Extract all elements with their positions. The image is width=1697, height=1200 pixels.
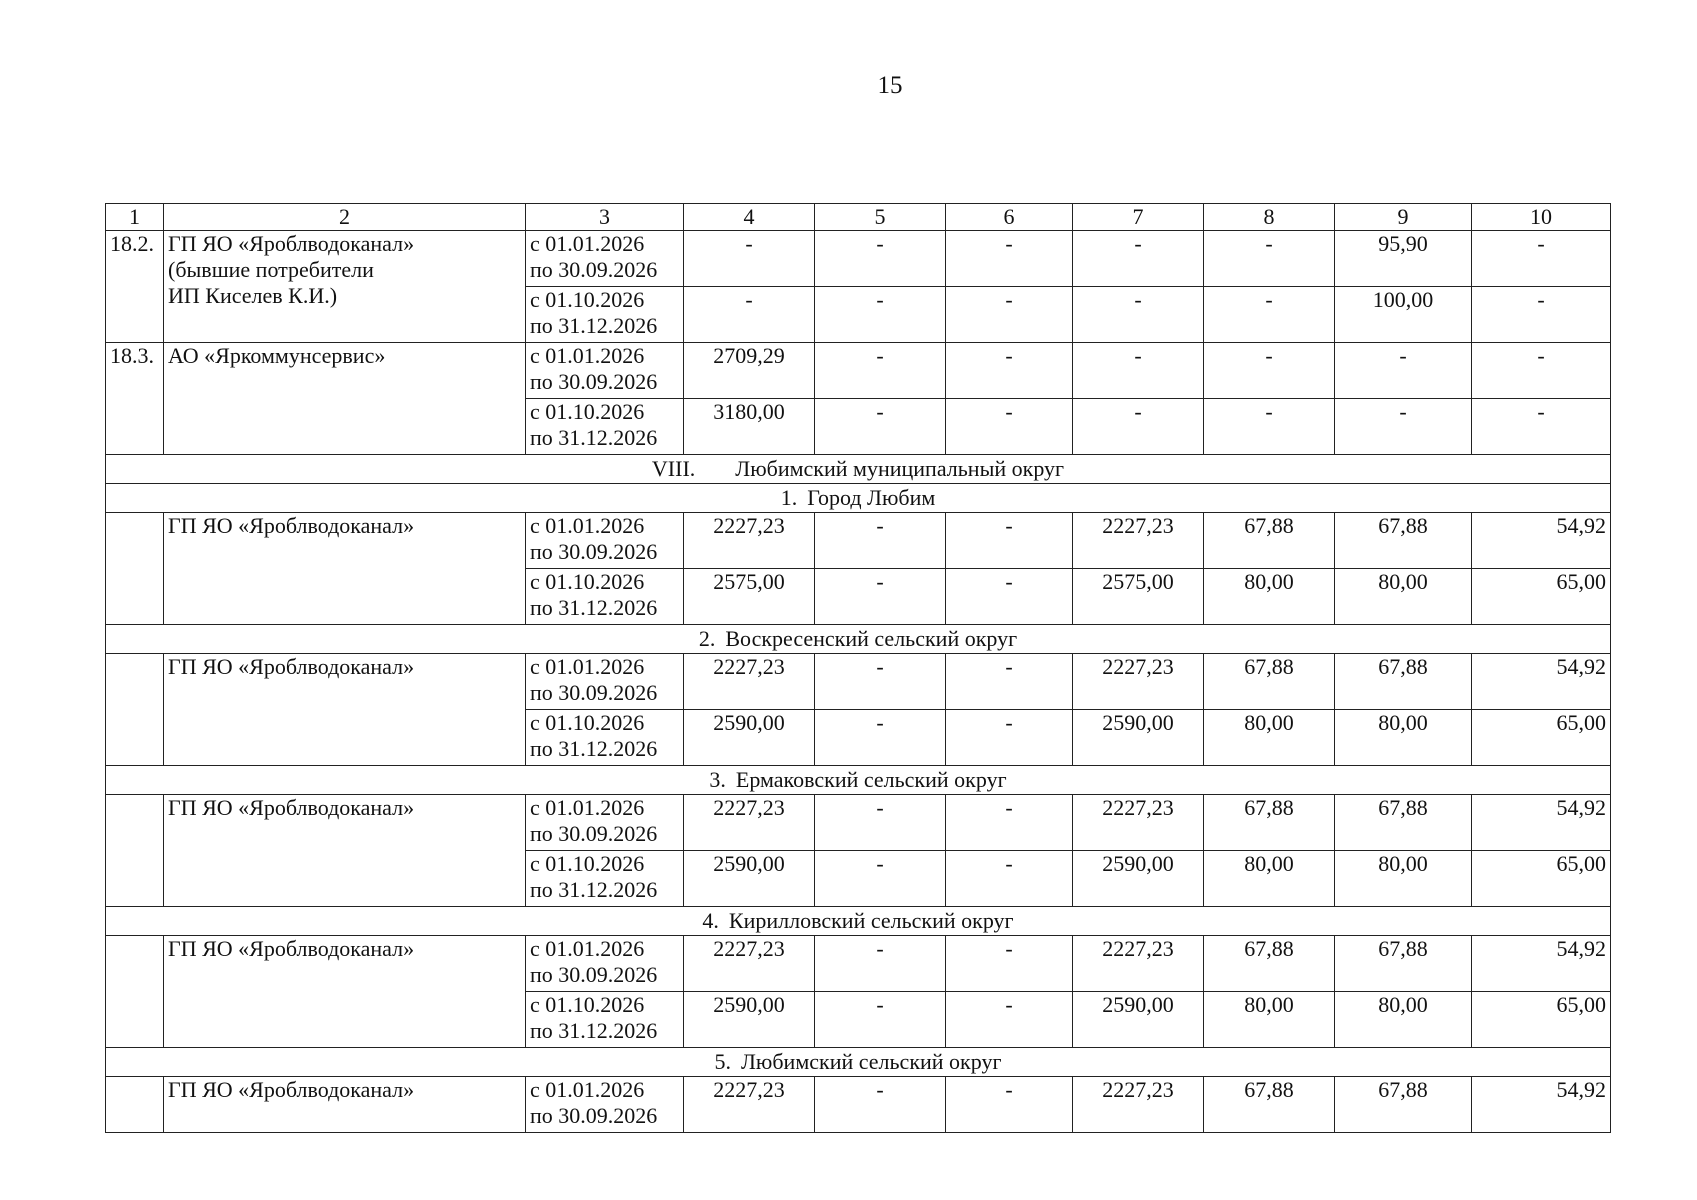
value-cell: 2227,23 xyxy=(684,513,815,569)
period-to: по 30.09.2026 xyxy=(530,821,658,846)
value-cell: - xyxy=(815,287,946,343)
value-cell: 54,92 xyxy=(1472,654,1611,710)
value-cell: - xyxy=(815,936,946,992)
header-cell: 2 xyxy=(164,204,526,231)
district-number: 5. xyxy=(714,1049,731,1074)
district-name: Кирилловский сельский округ xyxy=(728,908,1014,933)
value-cell: 80,00 xyxy=(1204,710,1335,766)
header-cell: 3 xyxy=(526,204,684,231)
value-cell: - xyxy=(684,287,815,343)
value-cell: - xyxy=(684,231,815,287)
org-name-line: (бывшие потребители xyxy=(168,257,374,282)
value-cell: - xyxy=(946,992,1073,1048)
org-name-line: ГП ЯО «Яроблводоканал» xyxy=(168,231,415,256)
value-cell: 100,00 xyxy=(1335,287,1472,343)
org-name-line: ИП Киселев К.И.) xyxy=(168,283,338,308)
value-cell: - xyxy=(1472,287,1611,343)
district-number: 3. xyxy=(709,767,726,792)
period-from: с 01.01.2026 xyxy=(530,795,645,820)
table-row xyxy=(106,795,1611,851)
district-title xyxy=(106,766,1611,795)
header-cell: 6 xyxy=(946,204,1073,231)
page-number: 15 xyxy=(877,72,903,99)
section-title xyxy=(106,455,1611,484)
value-cell: 95,90 xyxy=(1335,231,1472,287)
value-cell: 2590,00 xyxy=(1073,710,1204,766)
period-cell xyxy=(526,1077,684,1133)
value-cell: - xyxy=(815,569,946,625)
district-title xyxy=(106,1048,1611,1077)
district-name: Воскресенский сельский округ xyxy=(725,626,1018,651)
org-name: ГП ЯО «Яроблводоканал» xyxy=(164,513,526,625)
value-cell: 80,00 xyxy=(1335,569,1472,625)
period-from: с 01.01.2026 xyxy=(530,513,645,538)
value-cell: 54,92 xyxy=(1472,513,1611,569)
value-cell: 67,88 xyxy=(1204,936,1335,992)
value-cell: 2227,23 xyxy=(1073,795,1204,851)
value-cell: 2590,00 xyxy=(684,851,815,907)
value-cell: - xyxy=(815,513,946,569)
district-title xyxy=(106,625,1611,654)
header-cell: 4 xyxy=(684,204,815,231)
period-from: с 01.10.2026 xyxy=(530,992,645,1017)
table-row xyxy=(106,654,1611,710)
district-row xyxy=(106,625,1611,654)
value-cell: 80,00 xyxy=(1204,851,1335,907)
value-cell: - xyxy=(1335,343,1472,399)
row-index xyxy=(106,936,164,1048)
value-cell: 2227,23 xyxy=(1073,936,1204,992)
period-cell xyxy=(526,399,684,455)
value-cell: - xyxy=(946,1077,1073,1133)
value-cell: 54,92 xyxy=(1472,1077,1611,1133)
period-to: по 30.09.2026 xyxy=(530,1103,658,1128)
value-cell: - xyxy=(1472,399,1611,455)
value-cell: 2590,00 xyxy=(1073,851,1204,907)
district-row xyxy=(106,484,1611,513)
period-to: по 30.09.2026 xyxy=(530,962,658,987)
value-cell: - xyxy=(1204,287,1335,343)
period-from: с 01.10.2026 xyxy=(530,710,645,735)
header-cell: 5 xyxy=(815,204,946,231)
value-cell: - xyxy=(1073,343,1204,399)
value-cell: 2227,23 xyxy=(684,1077,815,1133)
value-cell: - xyxy=(946,710,1073,766)
period-to: по 31.12.2026 xyxy=(530,425,658,450)
value-cell: - xyxy=(946,513,1073,569)
header-cell: 9 xyxy=(1335,204,1472,231)
row-index xyxy=(106,1077,164,1133)
value-cell: 65,00 xyxy=(1472,992,1611,1048)
period-cell xyxy=(526,569,684,625)
table-row xyxy=(106,1077,1611,1133)
org-name: ГП ЯО «Яроблводоканал» xyxy=(164,795,526,907)
value-cell: 2227,23 xyxy=(684,654,815,710)
section-row xyxy=(106,455,1611,484)
value-cell: 2590,00 xyxy=(1073,992,1204,1048)
value-cell: - xyxy=(946,399,1073,455)
period-from: с 01.01.2026 xyxy=(530,936,645,961)
period-cell xyxy=(526,992,684,1048)
value-cell: - xyxy=(946,851,1073,907)
period-cell xyxy=(526,710,684,766)
value-cell: 65,00 xyxy=(1472,851,1611,907)
period-to: по 30.09.2026 xyxy=(530,539,658,564)
period-to: по 31.12.2026 xyxy=(530,736,658,761)
section-number: VIII. xyxy=(651,456,696,481)
period-to: по 30.09.2026 xyxy=(530,257,658,282)
value-cell: - xyxy=(946,654,1073,710)
district-name: Ермаковский сельский округ xyxy=(735,767,1007,792)
period-to: по 31.12.2026 xyxy=(530,313,658,338)
value-cell: 80,00 xyxy=(1204,992,1335,1048)
value-cell: - xyxy=(946,231,1073,287)
value-cell: - xyxy=(1204,231,1335,287)
table-row xyxy=(106,936,1611,992)
period-to: по 30.09.2026 xyxy=(530,680,658,705)
value-cell: 67,88 xyxy=(1204,654,1335,710)
value-cell: - xyxy=(1335,399,1472,455)
value-cell: 67,88 xyxy=(1335,654,1472,710)
value-cell: - xyxy=(946,569,1073,625)
table-row xyxy=(106,513,1611,569)
value-cell: 67,88 xyxy=(1204,795,1335,851)
header-cell: 7 xyxy=(1073,204,1204,231)
value-cell: 80,00 xyxy=(1335,851,1472,907)
period-from: с 01.10.2026 xyxy=(530,569,645,594)
org-name: ГП ЯО «Яроблводоканал» xyxy=(164,936,526,1048)
period-from: с 01.01.2026 xyxy=(530,343,645,368)
org-name: АО «Яркоммунсервис» xyxy=(164,343,526,455)
value-cell: 2590,00 xyxy=(684,992,815,1048)
value-cell: 65,00 xyxy=(1472,569,1611,625)
value-cell: 2227,23 xyxy=(1073,513,1204,569)
period-cell xyxy=(526,343,684,399)
header-cell: 1 xyxy=(106,204,164,231)
value-cell: 2227,23 xyxy=(1073,654,1204,710)
row-index: 18.3. xyxy=(106,343,164,455)
row-index xyxy=(106,654,164,766)
row-index: 18.2. xyxy=(106,231,164,343)
value-cell: 67,88 xyxy=(1335,795,1472,851)
district-number: 1. xyxy=(780,485,798,510)
value-cell: - xyxy=(1204,343,1335,399)
value-cell: 2227,23 xyxy=(684,936,815,992)
value-cell: 67,88 xyxy=(1204,513,1335,569)
value-cell: - xyxy=(815,851,946,907)
period-from: с 01.01.2026 xyxy=(530,231,645,256)
value-cell: 54,92 xyxy=(1472,936,1611,992)
period-from: с 01.10.2026 xyxy=(530,399,645,424)
value-cell: 54,92 xyxy=(1472,795,1611,851)
header-row xyxy=(106,204,1611,231)
tariff-table xyxy=(105,203,1611,1133)
district-number: 2. xyxy=(698,626,716,651)
value-cell: - xyxy=(1073,399,1204,455)
value-cell: 2709,29 xyxy=(684,343,815,399)
district-title xyxy=(106,907,1611,936)
value-cell: - xyxy=(815,710,946,766)
period-cell xyxy=(526,287,684,343)
value-cell: - xyxy=(946,287,1073,343)
value-cell: 2227,23 xyxy=(1073,1077,1204,1133)
period-to: по 31.12.2026 xyxy=(530,877,658,902)
period-from: с 01.10.2026 xyxy=(530,851,645,876)
value-cell: 2575,00 xyxy=(1073,569,1204,625)
value-cell: - xyxy=(815,795,946,851)
value-cell: - xyxy=(946,343,1073,399)
value-cell: - xyxy=(815,231,946,287)
district-number: 4. xyxy=(702,908,719,933)
table-row xyxy=(106,231,1611,287)
row-index xyxy=(106,795,164,907)
value-cell: - xyxy=(1472,343,1611,399)
org-name: ГП ЯО «Яроблводоканал» xyxy=(164,654,526,766)
value-cell: 67,88 xyxy=(1335,513,1472,569)
value-cell: 67,88 xyxy=(1335,1077,1472,1133)
period-to: по 31.12.2026 xyxy=(530,1018,658,1043)
value-cell: 3180,00 xyxy=(684,399,815,455)
period-cell xyxy=(526,851,684,907)
org-name xyxy=(164,231,526,343)
value-cell: - xyxy=(815,654,946,710)
district-row xyxy=(106,1048,1611,1077)
value-cell: - xyxy=(815,992,946,1048)
value-cell: - xyxy=(815,1077,946,1133)
value-cell: 65,00 xyxy=(1472,710,1611,766)
header-cell: 10 xyxy=(1472,204,1611,231)
value-cell: - xyxy=(815,399,946,455)
district-row xyxy=(106,907,1611,936)
value-cell: 67,88 xyxy=(1335,936,1472,992)
value-cell: - xyxy=(1204,399,1335,455)
value-cell: - xyxy=(815,343,946,399)
period-cell xyxy=(526,654,684,710)
period-from: с 01.01.2026 xyxy=(530,1077,645,1102)
district-name: Любимский сельский округ xyxy=(741,1049,1002,1074)
value-cell: - xyxy=(1073,287,1204,343)
district-title xyxy=(106,484,1611,513)
value-cell: - xyxy=(946,936,1073,992)
period-from: с 01.01.2026 xyxy=(530,654,645,679)
section-name: Любимский муниципальный округ xyxy=(735,456,1065,481)
period-cell xyxy=(526,231,684,287)
district-row xyxy=(106,766,1611,795)
row-index xyxy=(106,513,164,625)
period-cell xyxy=(526,936,684,992)
value-cell: 80,00 xyxy=(1204,569,1335,625)
value-cell: 2227,23 xyxy=(684,795,815,851)
value-cell: 80,00 xyxy=(1335,710,1472,766)
value-cell: - xyxy=(1472,231,1611,287)
period-from: с 01.10.2026 xyxy=(530,287,645,312)
table-row xyxy=(106,343,1611,399)
period-to: по 30.09.2026 xyxy=(530,369,658,394)
value-cell: 2590,00 xyxy=(684,710,815,766)
value-cell: 2575,00 xyxy=(684,569,815,625)
value-cell: - xyxy=(1073,231,1204,287)
period-cell xyxy=(526,795,684,851)
header-cell: 8 xyxy=(1204,204,1335,231)
value-cell: 80,00 xyxy=(1335,992,1472,1048)
period-to: по 31.12.2026 xyxy=(530,595,658,620)
org-name: ГП ЯО «Яроблводоканал» xyxy=(164,1077,526,1133)
district-name: Город Любим xyxy=(807,485,936,510)
value-cell: - xyxy=(946,795,1073,851)
value-cell: 67,88 xyxy=(1204,1077,1335,1133)
period-cell xyxy=(526,513,684,569)
